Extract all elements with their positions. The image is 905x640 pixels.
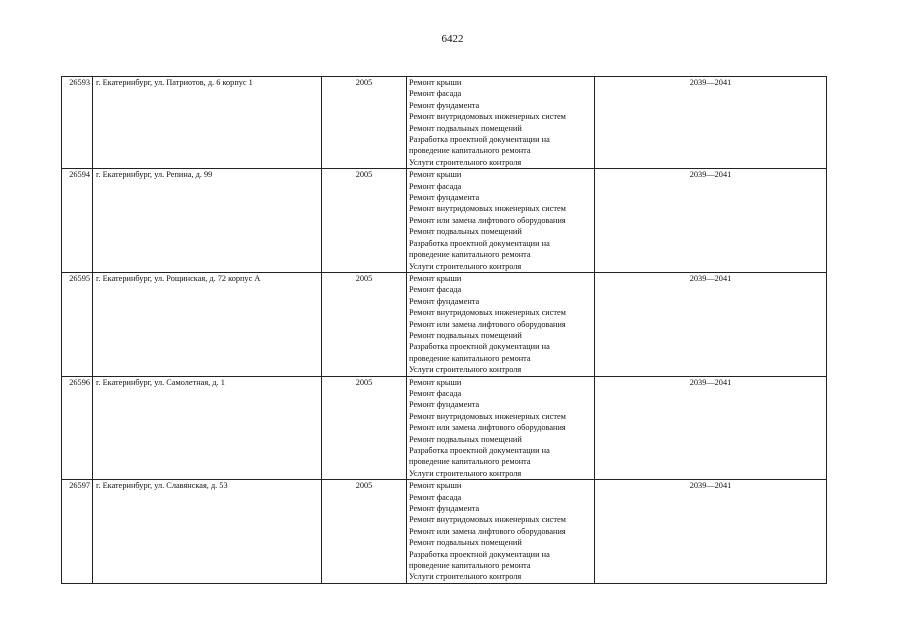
work-item: Ремонт фундамента: [409, 296, 480, 306]
work-item: Ремонт фасада: [409, 181, 462, 191]
repair-period: 2039—2041: [595, 77, 827, 169]
work-item: Разработка проектной документации на: [409, 135, 550, 145]
commissioning-year: 2005: [322, 169, 407, 273]
work-item: Услуги строительного контроля: [409, 572, 522, 582]
work-item: Ремонт внутридомовых инженерных систем: [409, 515, 566, 525]
work-item: Ремонт фундамента: [409, 100, 480, 110]
work-item: Ремонт подвальных помещений: [409, 538, 522, 548]
works-list: [407, 169, 595, 273]
work-item: Ремонт фасада: [409, 89, 462, 99]
commissioning-year: 2005: [322, 376, 407, 480]
work-item: Услуги строительного контроля: [409, 157, 522, 167]
work-item: Ремонт крыши: [409, 481, 462, 491]
page-number: 6422: [441, 33, 464, 45]
row-id: 26594: [62, 169, 93, 273]
work-item: проведение капитального ремонта: [409, 353, 531, 363]
work-item: Ремонт фасада: [409, 285, 462, 295]
repair-period: 2039—2041: [595, 376, 827, 480]
building-address: г. Екатеринбург, ул. Рощинская, д. 72 корпус А: [93, 272, 322, 376]
repair-schedule-table: [61, 76, 827, 584]
work-item: Разработка проектной документации на: [409, 446, 550, 455]
row-id: 26593: [62, 77, 93, 169]
work-item: Ремонт фундамента: [409, 400, 480, 410]
table-row: [62, 77, 827, 169]
building-address: г. Екатеринбург, ул. Патриотов, д. 6 корпус 1: [93, 77, 322, 169]
table-row: [62, 480, 827, 584]
works-list: [407, 376, 595, 480]
work-item: Ремонт внутридомовых инженерных систем: [409, 411, 566, 421]
building-address: г. Екатеринбург, ул. Самолетная, д. 1: [93, 376, 322, 480]
building-address: г. Екатеринбург, ул. Славянская, д. 53: [93, 480, 322, 584]
work-item: Ремонт внутридомовых инженерных систем: [409, 112, 566, 122]
work-item: Разработка проектной документации на: [409, 549, 550, 559]
repair-period: 2039—2041: [595, 272, 827, 376]
row-id: 26595: [62, 272, 93, 376]
work-item: Ремонт или замена лифтового оборудования: [409, 215, 566, 225]
work-item: проведение капитального ремонта: [409, 457, 531, 467]
commissioning-year: 2005: [322, 272, 407, 376]
works-list: [407, 480, 595, 584]
work-item: Ремонт крыши: [409, 78, 462, 87]
work-item: Ремонт крыши: [409, 170, 462, 180]
work-item: Ремонт или замена лифтового оборудования: [409, 526, 566, 536]
building-address: г. Екатеринбург, ул. Репина, д. 99: [93, 169, 322, 273]
work-item: Ремонт фасада: [409, 388, 462, 398]
works-list: [407, 272, 595, 376]
commissioning-year: 2005: [322, 480, 407, 584]
work-item: Разработка проектной документации на: [409, 238, 550, 248]
work-item: Услуги строительного контроля: [409, 261, 522, 271]
work-item: Ремонт внутридомовых инженерных систем: [409, 204, 566, 214]
work-item: Услуги строительного контроля: [409, 468, 522, 478]
row-id: 26596: [62, 376, 93, 480]
work-item: Ремонт подвальных помещений: [409, 434, 522, 444]
work-item: Разработка проектной документации на: [409, 342, 550, 352]
work-item: Ремонт подвальных помещений: [409, 227, 522, 237]
work-item: Ремонт крыши: [409, 273, 462, 283]
work-item: Ремонт фасада: [409, 492, 462, 502]
work-item: Ремонт подвальных помещений: [409, 330, 522, 340]
table-row: [62, 376, 827, 480]
commissioning-year: 2005: [322, 77, 407, 169]
repair-period: 2039—2041: [595, 169, 827, 273]
repair-period: 2039—2041: [595, 480, 827, 584]
work-item: Ремонт крыши: [409, 377, 462, 387]
work-item: Ремонт фундамента: [409, 193, 480, 203]
works-list: [407, 77, 595, 169]
work-item: Ремонт подвальных помещений: [409, 123, 522, 133]
work-item: проведение капитального ремонта: [409, 146, 531, 156]
table-row: [62, 272, 827, 376]
work-item: Услуги строительного контроля: [409, 365, 522, 375]
work-item: проведение капитального ремонта: [409, 250, 531, 260]
work-item: Ремонт фундамента: [409, 504, 480, 514]
row-id: 26597: [62, 480, 93, 584]
work-item: Ремонт или замена лифтового оборудования: [409, 423, 566, 433]
table-row: [62, 169, 827, 273]
work-item: Ремонт внутридомовых инженерных систем: [409, 308, 566, 318]
work-item: Ремонт или замена лифтового оборудования: [409, 319, 566, 329]
work-item: проведение капитального ремонта: [409, 561, 531, 571]
